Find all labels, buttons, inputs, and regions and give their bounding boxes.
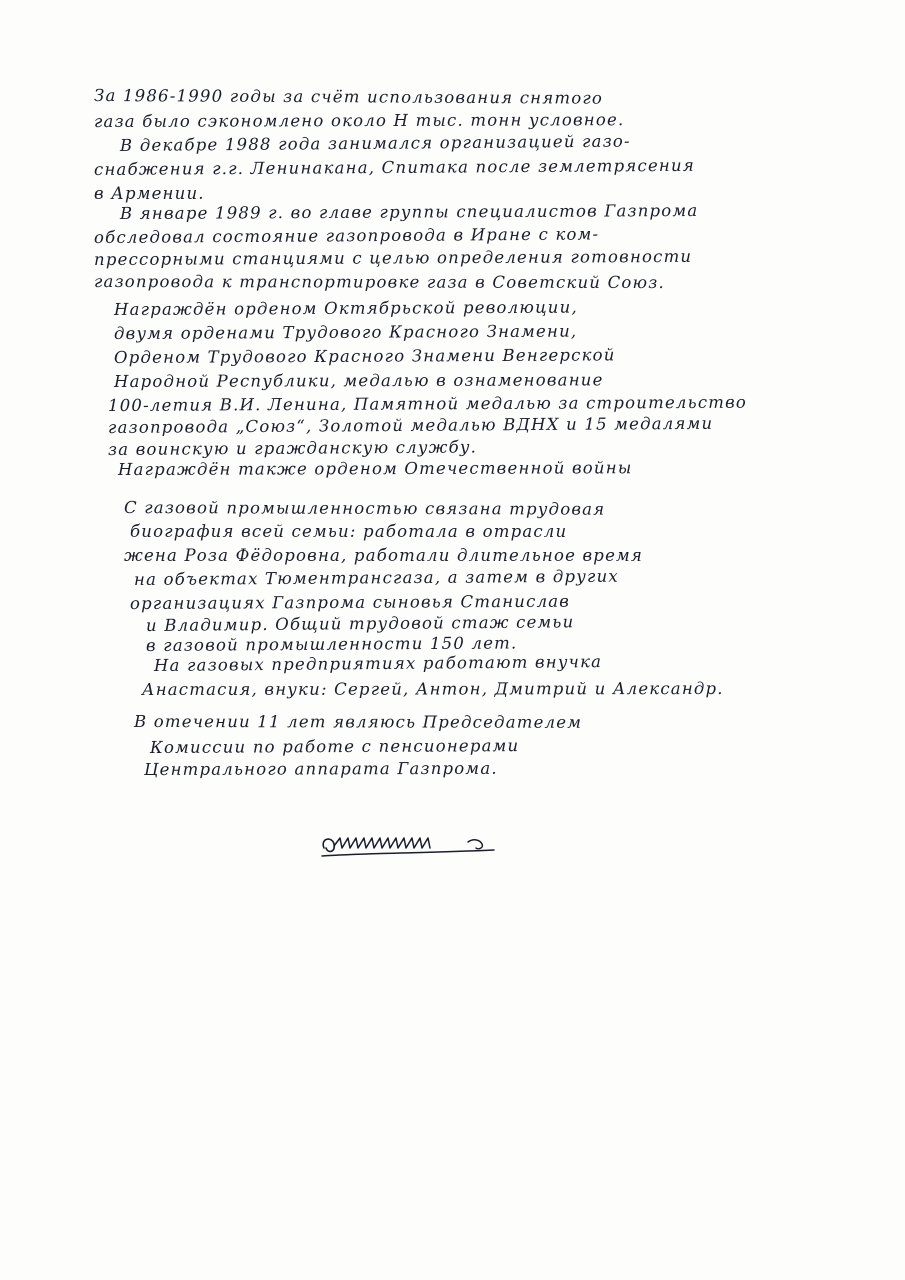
text-line: В январе 1989 г. во главе группы специалистов Газпрома <box>119 200 699 223</box>
text-line: Награждён также орденом Отечественной войны <box>117 458 633 479</box>
text-line: Награждён орденом Октябрьской революции, <box>113 297 578 319</box>
text-line: жена Роза Фёдоровна, работали длительное время <box>124 546 644 565</box>
text-line: обследовал состояние газопровода в Иране с ком- <box>93 224 600 247</box>
text-line: прессорными станциями с целью определения готовности <box>93 246 693 269</box>
text-line: В декабре 1988 года занимался организацией газо- <box>119 131 631 155</box>
text-line: газопровода к транспортировке газа в Советский Союз. <box>93 272 665 292</box>
text-line: За 1986-1990 годы за счёт использования снятого <box>93 86 604 108</box>
text-line: газа было сэкономлено около Н тыс. тонн условное. <box>93 110 625 131</box>
text-line: и Владимир. Общий трудовой стаж семьи <box>145 612 575 635</box>
text-line: биография всей семьи: работала в отрасли <box>130 522 568 541</box>
signature-image <box>318 828 498 862</box>
text-line: на объектах Тюментрансгаза, а затем в других <box>133 566 619 589</box>
text-line: в Армении. <box>94 184 205 203</box>
text-line: Анастасия, внуки: Сергей, Антон, Дмитрий и Александр. <box>141 678 724 699</box>
text-line: На газовых предприятиях работают внучка <box>153 652 603 675</box>
text-line: Народной Республики, медалью в ознаменование <box>113 370 604 391</box>
text-line: Комиссии по работе с пенсионерами <box>149 736 520 757</box>
text-line: за воинскую и гражданскую службу. <box>107 437 478 459</box>
text-line: двумя орденами Трудового Красного Знамени, <box>113 321 578 343</box>
text-line: газопровода „Союз“, Золотой медалью ВДНХ и 15 медалями <box>107 413 714 437</box>
text-line: Центрального аппарата Газпрома. <box>143 758 498 779</box>
text-line: Орденом Трудового Красного Знамени Венгерской <box>113 345 616 367</box>
text-line: 100-летия В.И. Ленина, Памятной медалью за строительство <box>107 392 748 415</box>
text-line: В отечении 11 лет являюсь Председателем <box>133 712 583 732</box>
text-line: в газовой промышленности 150 лет. <box>145 633 518 655</box>
text-line: снабжения г.г. Ленинакана, Спитака после землетрясения <box>93 155 695 179</box>
text-line: организациях Газпрома сыновья Станислав <box>129 591 571 613</box>
text-line: С газовой промышленностью связана трудовая <box>123 498 606 519</box>
